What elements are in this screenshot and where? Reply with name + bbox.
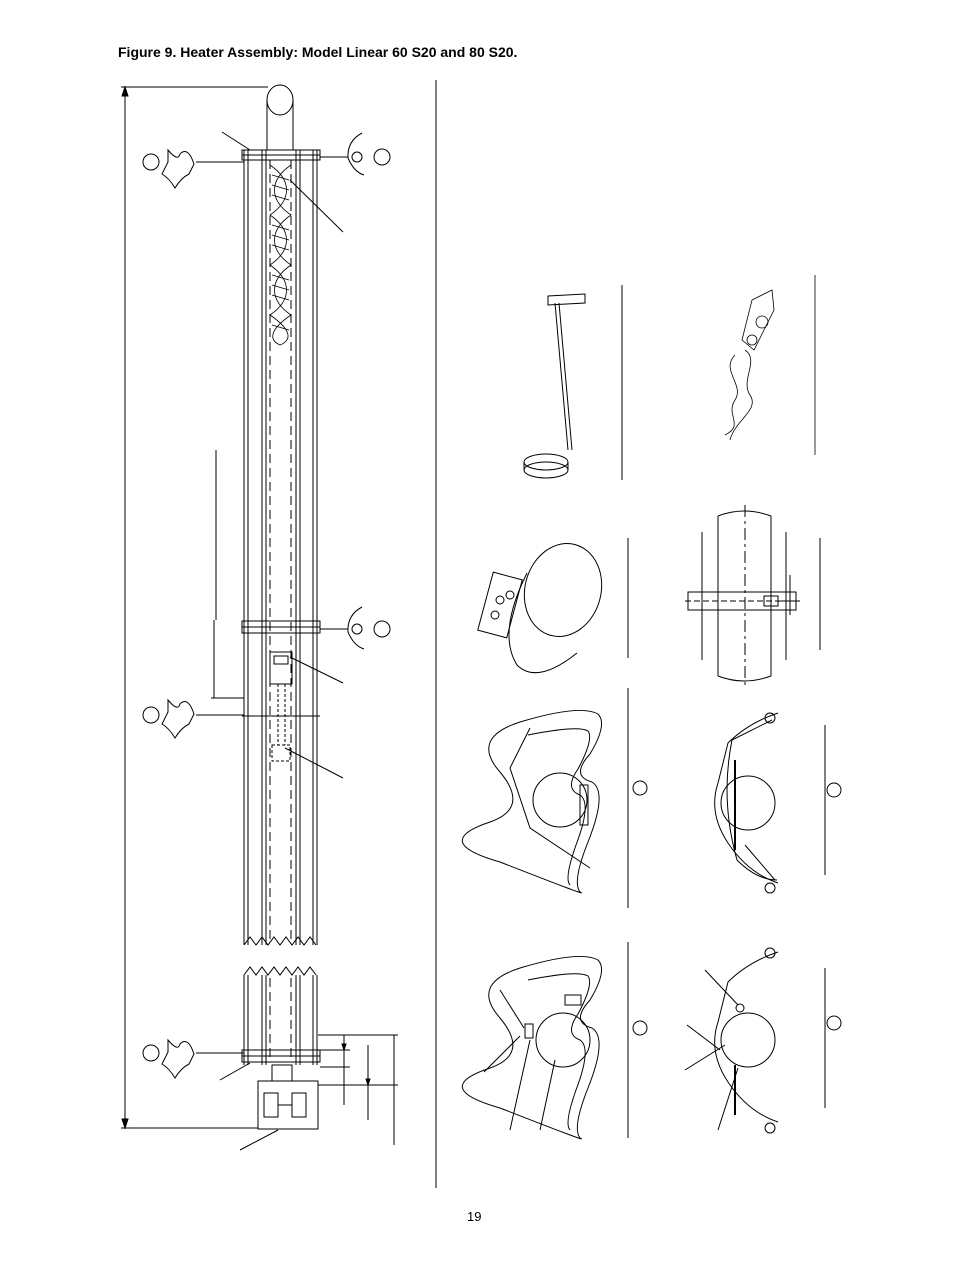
flue-outlet-pipe [267,85,293,150]
detail-reflector-hanger-a [462,688,647,908]
leader-lines [220,132,343,1150]
tube-coupling [242,621,320,761]
detail-clamp-sleeve [478,535,628,673]
burner-box [258,1065,318,1129]
tube-body-lower [242,967,320,1065]
detail-reflector-hanger-a2 [462,942,647,1139]
baffle-twist [270,165,291,345]
detail-pipe-hanger-b [715,713,841,893]
detail-pipe-hanger-b2 [685,948,841,1133]
detail-hanger-rod [524,285,622,480]
figure-caption: Figure 9. Heater Assembly: Model Linear 60 S20 and 80 S20. [118,44,518,60]
span-dimension [211,450,244,698]
detail-views [462,275,841,1139]
burner-dimensions [318,1035,398,1145]
tube-body-upper [242,150,320,945]
detail-baffle [725,275,815,455]
page-number: 19 [467,1209,482,1224]
detail-pipe-joint [685,505,820,685]
main-heater-assembly [121,85,398,1150]
